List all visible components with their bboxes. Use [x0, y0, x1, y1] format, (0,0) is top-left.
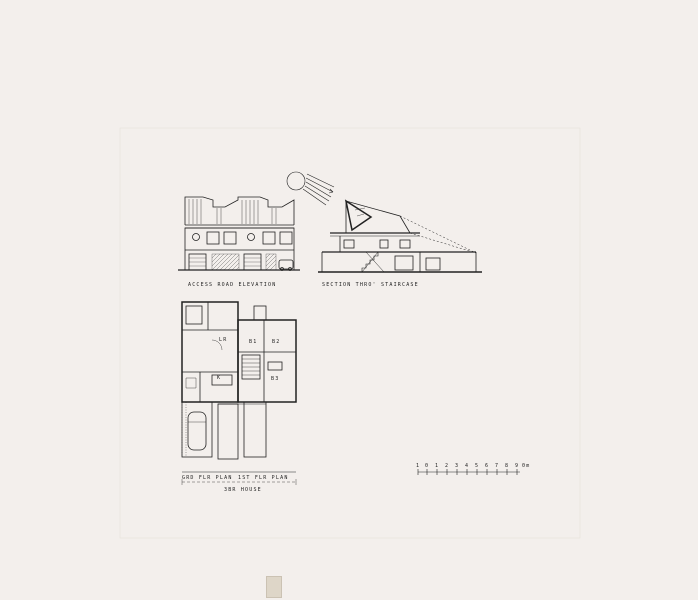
elevation-title: ACCESS ROAD ELEVATION — [188, 282, 277, 288]
scale-tick: 1 — [416, 463, 421, 469]
room-label-b3: B3 — [271, 376, 280, 382]
room-label-k: K — [217, 375, 222, 381]
ground-floor-plan-title: GRD FLR PLAN — [182, 475, 233, 481]
first-floor-plan-title: 1ST FLR PLAN — [238, 475, 289, 481]
room-label-b1: B1 — [249, 339, 258, 345]
scale-unit: 0m — [522, 463, 531, 469]
scale-tick: 1 — [435, 463, 440, 469]
scale-tick: 4 — [465, 463, 470, 469]
scale-tick: 0 — [425, 463, 430, 469]
house-type-label: 3BR HOUSE — [224, 487, 262, 493]
tape-mark — [266, 576, 282, 598]
room-label-b2: B2 — [272, 339, 281, 345]
scale-tick: 2 — [445, 463, 450, 469]
scale-tick: 7 — [495, 463, 500, 469]
scale-tick: 3 — [455, 463, 460, 469]
scale-tick: 5 — [475, 463, 480, 469]
scale-tick: 8 — [505, 463, 510, 469]
scale-tick: 9 — [515, 463, 520, 469]
room-label-lr: LR — [219, 337, 228, 343]
scale-tick: 6 — [485, 463, 490, 469]
section-title: SECTION THRO' STAIRCASE — [322, 282, 419, 288]
